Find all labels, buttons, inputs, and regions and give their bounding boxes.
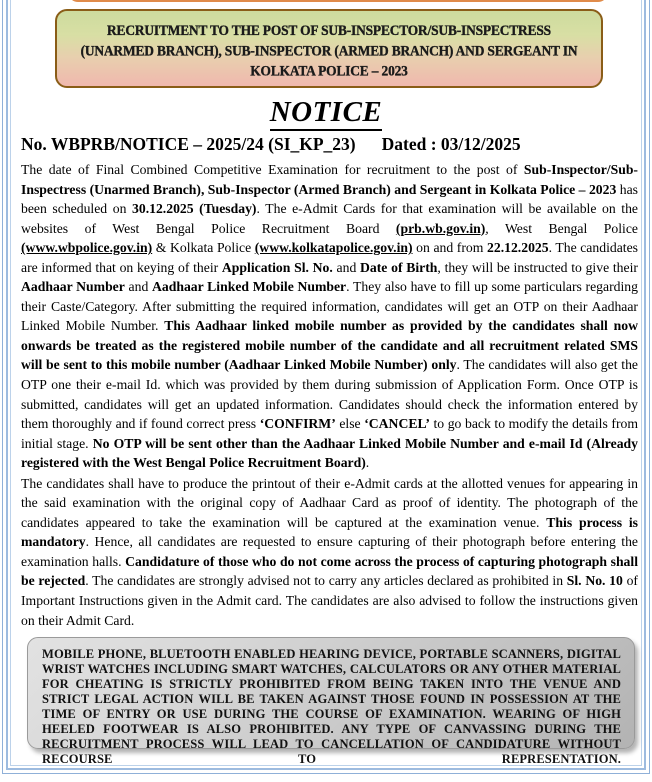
reference-number: No. WBPRB/NOTICE – 2025/24 (SI_KP_23) [21,134,356,154]
p1-bold-aadhaar-mobile: Aadhaar Linked Mobile Number [152,279,347,295]
p2-bold-rejected: Candidature of those who do not come across the process of capturing photograph shall be rejected [21,553,638,589]
reference-line [21,134,637,155]
page-title [14,96,638,129]
header-banner [55,9,603,88]
body-paragraph-2 [21,474,638,630]
body-paragraph-1 [21,160,638,473]
p1-text-7: . The candidates are informed that on keying of their [21,240,638,275]
p1-text-10: and [124,279,152,295]
p1-text-4: , West Bengal Police [485,220,638,236]
p2-text-3: . The candidates are strongly advised not to carry any articles declared as prohibited in [85,573,567,589]
p1-bold-available-date: 22.12.2025 [487,240,549,256]
p2-text-2: . Hence, all candidates are requested to ensure capturing of their photograph before entering the examination halls. [21,534,638,569]
p1-bold-no-otp-note: No OTP will be sent other than the Aadhaar Linked Mobile Number and e-mail Id (Already registered with the West Bengal Police Recruitment Board) [21,435,638,471]
prohibited-items-warning-text: MOBILE PHONE, BLUETOOTH ENABLED HEARING DEVICE, PORTABLE SCANNERS, DIGITAL WRIST WATCHES INCLUDING SMART WATCHES, CALCULATORS OR ANY OTHER MATERIAL FOR CHEATING IS STRICTLY PROHIBITED FROM BEING TAKEN INTO THE VENUE AND STRICT LEGAL ACTION WILL BE TAKEN AGAINST THOSE FOUND IN POSSESSION AT THE TIME OF ENTRY OR USE DURING THE COURSE OF EXAMINATION. WEARING OF HIGH HEELED FOOTWEAR IS ALSO PROHIBITED. ANY TYPE OF CANVASSING DURING THE RECRUITMENT PROCESS WILL LEAD TO CANCELLATION OF CANDIDATURE WITHOUT RECOURSE TO REPRESENTATION. [42,647,621,767]
p1-text-15: . [365,455,370,471]
p1-text-5: & Kolkata Police [152,240,255,256]
p2-text-4: of Important Instructions given in the Admit card. The candidates are also advised to follow the instructions given on their Admit Card. [21,573,638,628]
p1-text-11: . They also have to fill up some particulars regarding their Caste/Category. After submitting the required information, candidates will get an OTP on their Aadhaar Linked Mobile Number. [21,279,638,334]
document-content [14,0,638,780]
p1-text-14: to go back to modify the details from initial stage. [21,416,639,451]
p1-text-12: . The candidates will also get the OTP one their e-mail Id. which was provided by them during submission of Application Form. Once OTP is submitted, candidates will get an updated information. Candidates should check the information entered by them thoroughly and if found correct press [21,357,638,432]
p1-text-6: on and from [412,240,487,256]
link-kolkatapolice-website[interactable]: (www.kolkatapolice.gov.in) [254,240,413,256]
p1-bold-date-of-birth: Date of Birth [360,259,438,275]
header-banner-title: RECRUITMENT TO THE POST OF SUB-INSPECTOR/SUB-INSPECTRESS (UNARMED BRANCH), SUB-INSPECTOR (ARMED BRANCH) AND SERGEANT IN KOLKATA POLICE – 2023 [80,21,578,79]
p1-bold-application-sl-no: Application Sl. No. [221,259,333,275]
link-prb-website[interactable]: (prb.wb.gov.in) [395,220,486,236]
p2-bold-sl-no-10: Sl. No. 10 [566,573,623,589]
p1-text-3: . The e-Admit Cards for that examination will be available on the websites of West Bengal Police Recruitment Board [21,201,638,236]
notice-body [21,160,638,630]
prohibited-items-warning-box [27,637,635,767]
p1-text-8: and [332,259,361,275]
p1-bold-registered-mobile-note: This Aadhaar linked mobile number as provided by the candidates shall now onwards be treated as the registered mobile number of the candidate and all recruitment related SMS will be sent to this mobile number (Aadhaar Linked Mobile Number) only [21,318,638,373]
p2-bold-mandatory: This process is mandatory [21,514,639,550]
p2-text-1: The candidates shall have to produce the printout of their e-Admit cards at the allotted venues for appearing in the said examination with the original copy of Aadhaar Card as proof of identity. The photograph of the candidates appeared to take the examination will be captured at the examination venue. [21,475,638,530]
p1-text-2: has been scheduled on [21,181,638,217]
p1-bold-confirm: ‘CONFIRM’ [259,416,336,432]
p1-bold-cancel: ‘CANCEL’ [364,416,430,432]
reference-date: Dated : 03/12/2025 [381,134,521,154]
p1-bold-aadhaar-number: Aadhaar Number [21,279,125,295]
p1-text-13: else [335,416,365,432]
p1-bold-post-title: Sub-Inspector/Sub-Inspectress (Unarmed Branch), Sub-Inspector (Armed Branch) and Sergeant in Kolkata Police – 2023 [21,162,638,197]
p1-text-1: The date of Final Combined Competitive Examination for recruitment to the post of [21,162,524,177]
p1-bold-exam-date: 30.12.2025 (Tuesday) [132,201,257,217]
p1-text-9: , they will be instructed to give their [437,259,638,275]
previous-banner-sliver [68,0,608,2]
link-wbpolice-website[interactable]: (www.wbpolice.gov.in) [21,240,153,256]
notice-heading-text: NOTICE [270,96,383,131]
